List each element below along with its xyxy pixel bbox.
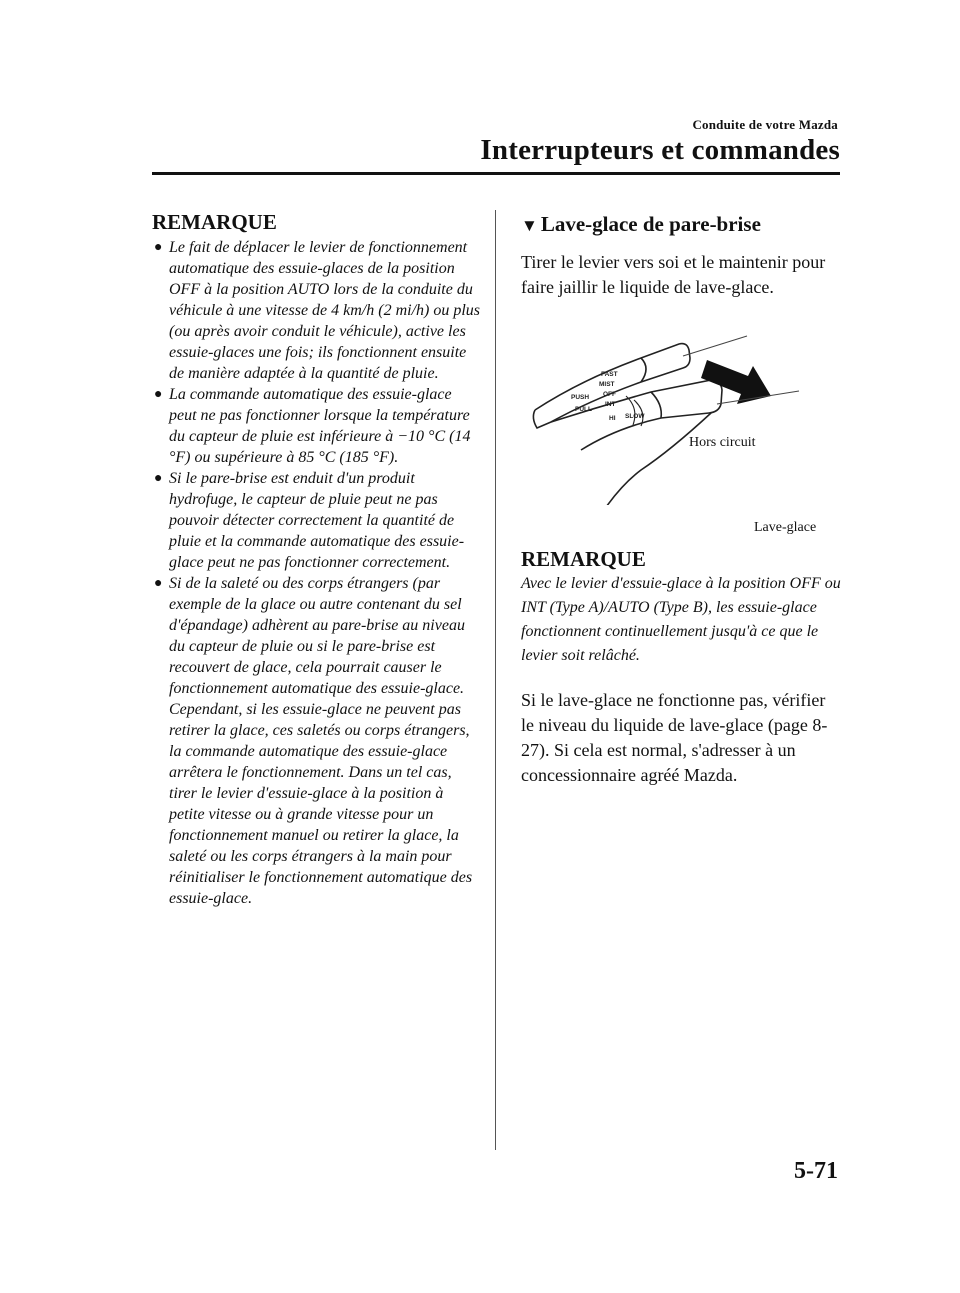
column-divider [495, 210, 496, 1150]
lever-mark: FAST [601, 371, 618, 378]
note-item [152, 468, 482, 573]
note-text: Avec le levier d'essuie-glace à la position OFF ou INT (Type A)/AUTO (Type B), les essuie-glace fonctionnent continuellement jusqu'à ce que le levier soit relâché. [521, 575, 841, 664]
washer-section-title-text: Lave-glace de pare-brise [540, 212, 761, 236]
note-item-text: Le fait de déplacer le levier de fonctionnement automatique des essuie-glaces de la position OFF à la position AUTO lors de la conduite du véhicule à une vitesse de 4 km/h (2 mi/h) ou plus (ou après avoir conduit le véhicule), active les essuie-glaces une fois; ils fonctionnent ensuite de manière adaptée à la quantité de pluie. [169, 239, 481, 382]
section-header: Interrupteurs et commandes [480, 134, 840, 166]
left-column [152, 210, 482, 909]
note-list [152, 237, 482, 909]
leader-line [683, 336, 747, 356]
bullet-icon: ● [154, 387, 163, 402]
label-washer: Lave-glace [754, 520, 817, 535]
lever-mark: PULL [575, 406, 592, 413]
note-item [152, 384, 482, 468]
note-item-text: Si de la saleté ou des corps étrangers (par exemple de la glace ou autre contenant du sel d'épandage) adhèrent au pare-brise au niveau du capteur de pluie ou si le pare-brise est recouvert de glace, cela pourrait causer le fonctionnement automatique des essuie-glace. Cependant, si les essuie-glace ne peuvent pas retirer la glace, ces saletés ou corps étrangers, la commande automatique des essuie-glace arrêtera le fonctionnement. Dans un tel cas, tirer le levier d'essuie-glace à la position à petite vitesse ou à grande vitesse pour un fonctionnement manuel ou retirer la glace, la saleté ou les corps étrangers à la main pour réinitialiser le fonctionnement automatique des essuie-glace. [169, 575, 473, 907]
lever-mark: SLOW [625, 413, 645, 420]
note-item [152, 573, 482, 909]
lever-mark: PUSH [571, 394, 590, 401]
bullet-icon: ● [154, 576, 163, 591]
chapter-title: Conduite de votre Mazda [692, 117, 838, 132]
lever-mark: HI [609, 415, 616, 422]
wiper-lever-figure [521, 300, 841, 535]
page-number: 5-71 [794, 1158, 838, 1184]
washer-section-title [521, 210, 841, 240]
washer-intro: Tirer le levier vers soi et le maintenir pour faire jaillir le liquide de lave-glace. [521, 252, 826, 297]
note-item-text: La commande automatique des essuie-glace peut ne pas fonctionner lorsque la température du capteur de pluie est inférieure à −10 °C (14 °F) ou supérieure à 85 °C (185 °F). [169, 386, 471, 466]
lever-mark: OFF [603, 391, 616, 398]
note-title: REMARQUE [521, 547, 646, 571]
bullet-icon: ● [154, 240, 163, 255]
note-title: REMARQUE [152, 210, 277, 234]
triangle-down-icon: ▼ [521, 216, 538, 235]
lever-mark: MIST [599, 381, 615, 388]
washer-troubleshoot: Si le lave-glace ne fonctionne pas, vérifier le niveau du liquide de lave-glace (page 8-27). Si cela est normal, s'adresser à un concessionnaire agréé Mazda. [521, 690, 828, 785]
bullet-icon: ● [154, 471, 163, 486]
wiper-lever-illustration [521, 300, 841, 505]
note-item [152, 237, 482, 384]
label-off: Hors circuit [689, 435, 756, 450]
right-column [521, 210, 841, 788]
note-item-text: Si le pare-brise est enduit d'un produit hydrofuge, le capteur de pluie peut ne pas pouvoir détecter correctement la quantité de pluie et la commande automatique des essuie-glace peut ne pas fonctionner correctement. [169, 470, 465, 571]
header-rule [152, 172, 840, 175]
lever-mark: INT [605, 401, 616, 408]
